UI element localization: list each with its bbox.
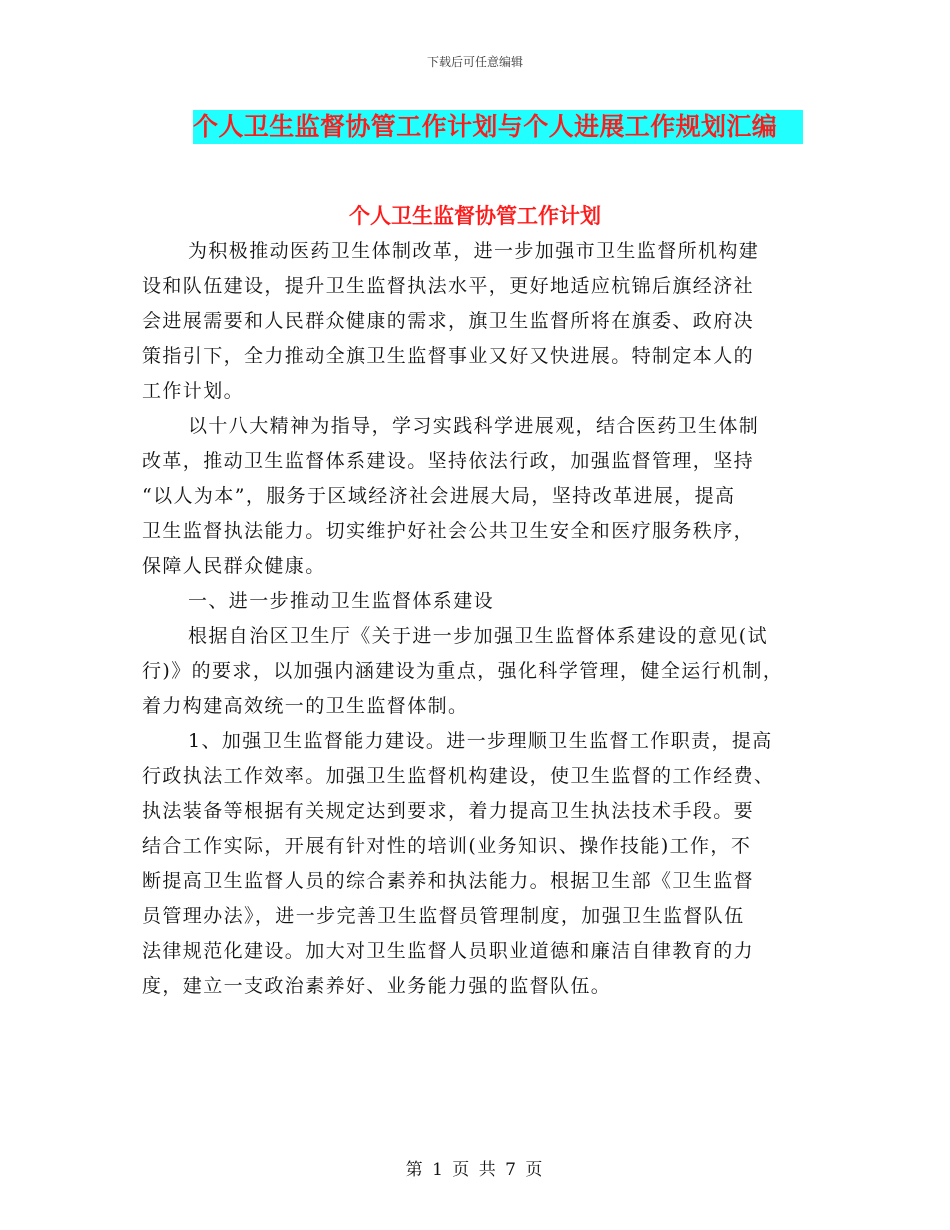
paragraph-line: 着力构建高效统一的卫生监督体制。 bbox=[142, 695, 469, 717]
paragraph-line: 结合工作实际，开展有针对性的培训(业务知识、操作技能)工作，不 bbox=[142, 835, 752, 857]
paragraph-line: 保障人民群众健康。 bbox=[142, 555, 326, 577]
paragraph-line: 卫生监督执法能力。切实维护好社会公共卫生安全和医疗服务秩序， bbox=[142, 520, 755, 542]
paragraph-line: 根据自治区卫生厅《关于进一步加强卫生监督体系建设的意见(试 bbox=[188, 625, 769, 647]
paragraph-line: 工作计划。 bbox=[142, 380, 245, 402]
paragraph-line: 断提高卫生监督人员的综合素养和执法能力。根据卫生部《卫生监督 bbox=[142, 870, 755, 892]
paragraph-line: 为积极推动医药卫生体制改革，进一步加强市卫生监督所机构建 bbox=[188, 240, 760, 262]
paragraph-line: 员管理办法》，进一步完善卫生监督员管理制度，加强卫生监督队伍 bbox=[142, 905, 745, 927]
paragraph-line: 策指引下，全力推动全旗卫生监督事业又好又快进展。特制定本人的 bbox=[142, 345, 755, 367]
paragraph-line: “以人为本”，服务于区域经济社会进展大局，坚持改革进展，提高 bbox=[142, 485, 736, 507]
document-title: 个人卫生监督协管工作计划与个人进展工作规划汇编 bbox=[193, 110, 803, 144]
paragraph-line: 以十八大精神为指导，学习实践科学进展观，结合医药卫生体制 bbox=[188, 415, 760, 437]
section-title: 个人卫生监督协管工作计划 bbox=[349, 203, 601, 228]
section-heading-line: 一、进一步推动卫生监督体系建设 bbox=[188, 590, 495, 612]
paragraph-line: 1、加强卫生监督能力建设。进一步理顺卫生监督工作职责，提高 bbox=[188, 730, 773, 752]
paragraph-line: 行政执法工作效率。加强卫生监督机构建设，使卫生监督的工作经费、 bbox=[142, 765, 775, 787]
paragraph-line: 会进展需要和人民群众健康的需求，旗卫生监督所将在旗委、政府决 bbox=[142, 310, 755, 332]
document-body bbox=[142, 222, 812, 1004]
paragraph-line: 法律规范化建设。加大对卫生监督人员职业道德和廉洁自律教育的力 bbox=[142, 940, 755, 962]
paragraph-line: 度，建立一支政治素养好、业务能力强的监督队伍。 bbox=[142, 975, 612, 997]
paragraph-line: 执法装备等根据有关规定达到要求，着力提高卫生执法技术手段。要 bbox=[142, 800, 755, 822]
paragraph-line: 行)》的要求，以加强内涵建设为重点，强化科学管理，健全运行机制， bbox=[142, 660, 784, 682]
paragraph-line: 设和队伍建设，提升卫生监督执法水平，更好地适应杭锦后旗经济社 bbox=[142, 275, 755, 297]
header-note: 下载后可任意编辑 bbox=[426, 55, 523, 69]
page-number: 第 1 页 共 7 页 bbox=[405, 1160, 545, 1180]
paragraph-line: 改革，推动卫生监督体系建设。坚持依法行政，加强监督管理，坚持 bbox=[142, 450, 755, 472]
